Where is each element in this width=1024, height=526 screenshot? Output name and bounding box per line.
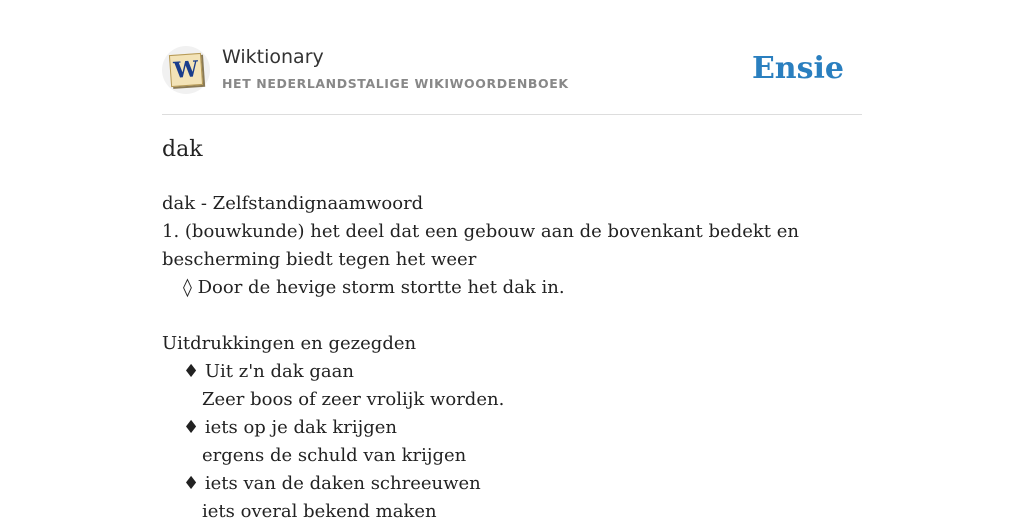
expression-phrase: ♦ iets op je dak krijgen bbox=[183, 417, 397, 438]
page-title: dak bbox=[162, 137, 203, 162]
site-header bbox=[162, 44, 862, 115]
expression-meaning: Zeer boos of zeer vrolijk worden. bbox=[202, 389, 505, 410]
expression-meaning: ergens de schuld van krijgen bbox=[202, 445, 467, 466]
ensie-brand-link[interactable]: Ensie bbox=[751, 51, 844, 86]
site-name[interactable]: Wiktionary bbox=[222, 46, 324, 68]
expression-phrase: ♦ Uit z'n dak gaan bbox=[183, 361, 354, 382]
site-subtitle: HET NEDERLANDSTALIGE WIKIWOORDENBOEK bbox=[222, 76, 569, 91]
example-sentence: ◊ Door de hevige storm stortte het dak in. bbox=[183, 277, 565, 298]
entry-content bbox=[162, 190, 802, 526]
expression-phrase: ♦ iets van de daken schreeuwen bbox=[183, 473, 481, 494]
definition: 1. (bouwkunde) het deel dat een gebouw aan de bovenkant bedekt en bescherming biedt tegen het weer bbox=[162, 221, 799, 270]
part-of-speech-line: dak - Zelfstandignaamwoord bbox=[162, 193, 424, 214]
expression-meaning: iets overal bekend maken bbox=[202, 501, 437, 522]
wiktionary-logo-icon[interactable] bbox=[162, 46, 210, 94]
expressions-heading: Uitdrukkingen en gezegden bbox=[162, 333, 417, 354]
spacer bbox=[162, 302, 802, 330]
logo-tile: W bbox=[169, 53, 203, 87]
